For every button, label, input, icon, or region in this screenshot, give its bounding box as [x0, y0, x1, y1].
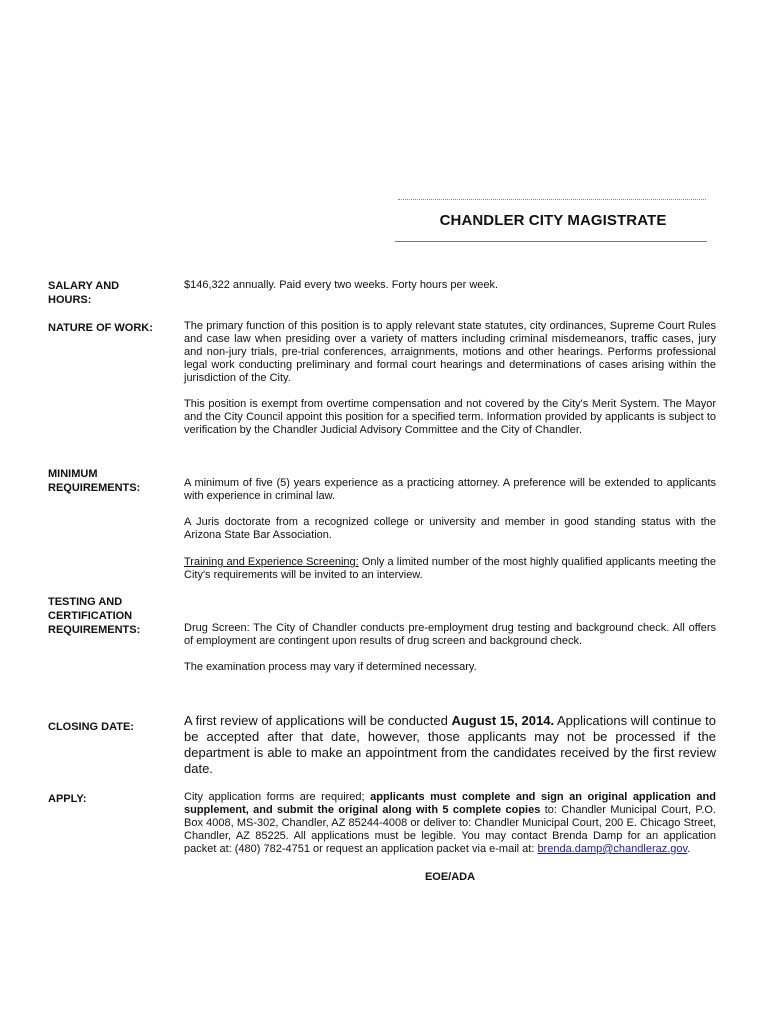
- screening-text: Only a limited number of the most highly qualified applicants meeting the City's requirements will be invited to an interview.: [184, 556, 716, 581]
- minimum-paragraph-3: [184, 556, 716, 582]
- salary-label-line1: SALARY AND: [48, 280, 120, 292]
- closing-text-b: Applications will continue to be accepted after that date, however, those applicants may not be processed if the department is able to make an appointment from the candidates received by the first review date.: [184, 713, 716, 776]
- testing-paragraph-2: The examination process may vary if determined necessary.: [184, 661, 477, 673]
- minimum-paragraph-2: A Juris doctorate from a recognized college or university and member in good standing status with the Arizona State Bar Association.: [184, 516, 716, 541]
- salary-label-line2: HOURS:: [48, 294, 92, 306]
- minimum-paragraph-1: A minimum of five (5) years experience as a practicing attorney. A preference will be extended to applicants with experience in criminal law.: [184, 477, 716, 502]
- salary-label: [48, 279, 173, 307]
- eoe-statement: EOE/ADA: [424, 871, 476, 883]
- minimum-label-line1: MINIMUM: [48, 468, 98, 480]
- testing-paragraph-1: Drug Screen: The City of Chandler conducts pre-employment drug testing and background check. All offers of employment are contingent upon results of drug screen and background check.: [184, 622, 716, 647]
- closing-date: August 15, 2014.: [451, 713, 555, 728]
- email-link[interactable]: brenda.damp@chandleraz.gov: [537, 843, 688, 855]
- apply-text-b: to: Chandler Municipal Court, P.O. Box 4008, MS-302, Chandler, AZ 85244-4008 or deliver to: Chandler Municipal Court, 200 E. Chicago Street, Chandler, AZ 85225. All applications must be legible. You may contact Brenda Damp for an application packet at: (480) 782-4751 or request an application packet via e-mail at:: [184, 804, 716, 855]
- page-title: CHANDLER CITY MAGISTRATE: [439, 212, 667, 229]
- closing-text-a: A first review of applications will be conducted: [184, 713, 452, 728]
- apply-text: [184, 791, 716, 856]
- header-rule-top: [398, 199, 706, 200]
- minimum-label: [48, 467, 173, 495]
- testing-label-line1: TESTING AND: [48, 596, 123, 608]
- testing-label: [48, 595, 173, 637]
- header-rule-bottom: [395, 241, 707, 242]
- apply-label: APPLY:: [48, 793, 87, 805]
- nature-paragraph-1: The primary function of this position is to apply relevant state statutes, city ordinances, Supreme Court Rules and case law when presiding over a variety of matters including criminal misdemeanors, traffic cases, jury and non-jury trials, pre-trial conferences, arraignments, motions and other hearings. Performs professional legal work conducting preliminary and formal court hearings and determinations of cases arising within the jurisdiction of the City.: [184, 320, 716, 384]
- screening-heading: Training and Experience Screening:: [184, 556, 359, 568]
- testing-label-line3: REQUIREMENTS:: [48, 624, 141, 636]
- apply-bold-instructions: applicants must complete and sign an original application and supplement, and submit the original along with 5 complete copies: [184, 791, 716, 816]
- nature-label: NATURE OF WORK:: [48, 322, 153, 334]
- apply-text-a: City application forms are required;: [184, 791, 371, 803]
- nature-paragraph-2: This position is exempt from overtime compensation and not covered by the City's Merit System. The Mayor and the City Council appoint this position for a specified term. Information provided by applicants is subject to verification by the Chandler Judicial Advisory Committee and the City of Chandler.: [184, 398, 716, 436]
- apply-text-c: .: [687, 843, 691, 855]
- closing-text: [184, 713, 716, 777]
- testing-label-line2: CERTIFICATION: [48, 610, 133, 622]
- salary-text: $146,322 annually. Paid every two weeks. Forty hours per week.: [184, 279, 499, 291]
- closing-label: CLOSING DATE:: [48, 721, 134, 733]
- minimum-label-line2: REQUIREMENTS:: [48, 482, 141, 494]
